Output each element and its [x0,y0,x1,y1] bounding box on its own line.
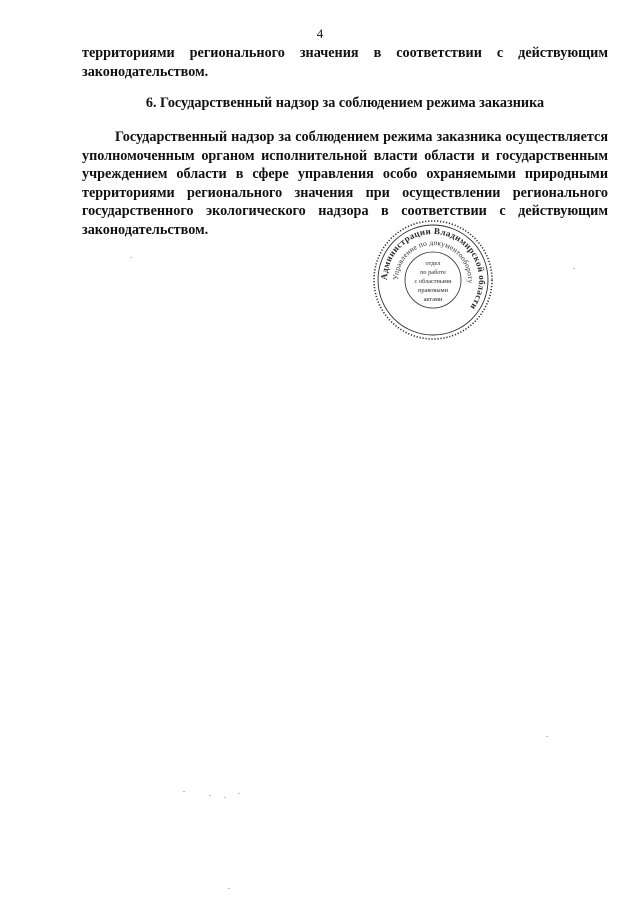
scan-speck [238,793,240,794]
scan-speck [228,888,230,889]
section-heading: 6. Государственный надзор за соблюдением режима заказника [145,95,545,111]
stamp-inner-text: Управление по документообороту [390,237,476,284]
scan-speck [130,257,132,258]
stamp-center-text [414,260,452,303]
continuation-paragraph: территориями регионального значения в соответствии с действующим законодательством. [82,45,608,80]
scan-speck [224,797,226,798]
page-number: 4 [316,26,324,41]
scan-speck [183,791,185,792]
stamp-outer-text: Администрации Владимирской области [378,225,488,312]
body-paragraph: Государственный надзор за соблюдением режима заказника осуществляется уполномоченным органом исполнительной власти области и государственным учреждением области в сфере управления особо охраняемыми природными территориями регионального значения при осуществлении регионального государственного экологического надзора в соответствии с действующим законодательством. [82,129,608,238]
stamp-center-line: с областными [414,278,452,285]
stamp-center-line: правовыми [418,287,448,294]
scan-speck [573,268,575,269]
stamp-center-line: актами [423,296,443,303]
scan-speck [546,736,548,737]
scan-speck [209,795,211,796]
stamp-center-line: по работе [420,269,446,276]
official-stamp-seal [371,218,495,342]
stamp-center-line: отдел [425,260,441,267]
